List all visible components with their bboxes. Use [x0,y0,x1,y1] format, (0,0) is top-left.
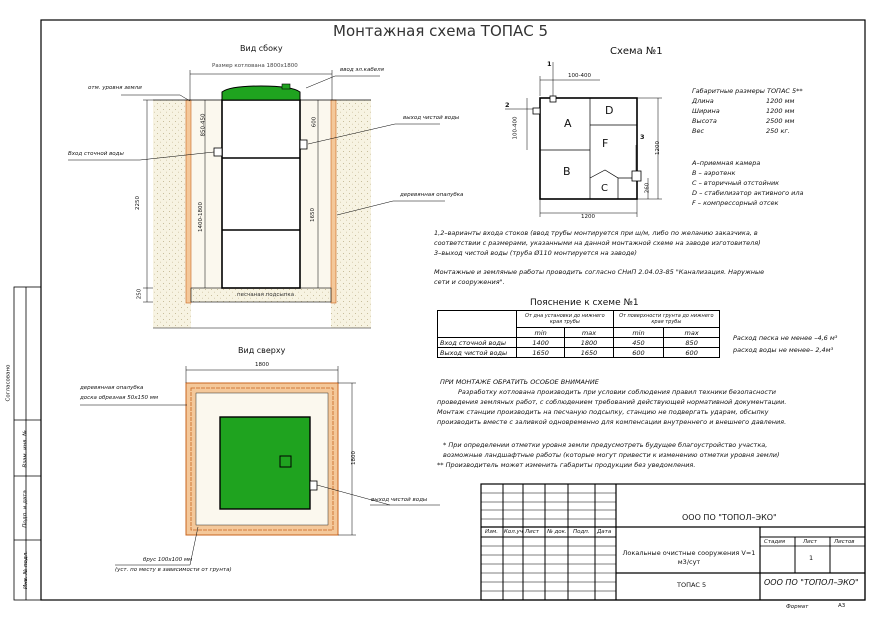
legend-item: С – вторичный отстойник [692,179,780,187]
row-label: Вход сточной воды [438,338,517,348]
formwork-left [186,100,191,303]
top-outlet-pipe [310,481,317,490]
scheme-dim-height: 1200 [655,141,661,155]
explain-col1-header: От дна установки до нижнего края трубы [517,311,614,328]
tank-top [220,417,310,509]
side-view-heading: Вид сбоку [240,44,283,53]
row-label: Выход чистой воды [438,348,517,358]
dim-row-height-value: 2500 мм [766,117,795,125]
cell: 1400 [517,338,565,348]
page-title: Монтажная схема ТОПАС 5 [333,22,549,40]
dim-250: 250 [136,288,143,300]
stamp-sheet: Лист [803,539,817,545]
top-board-label: доска обрезная 50х150 мм [80,395,159,401]
dim-row-length-value: 1200 мм [766,97,795,105]
stamp-header-list: Лист [525,529,539,535]
water-consumption: расход воды не менее– 2,4м³ [733,346,834,354]
cell: 450 [613,338,664,348]
stamp-header-doc: № док. [547,529,567,535]
explain-table-title: Пояснение к схеме №1 [530,298,639,308]
pit-size-label: Размер котлована 1800x1800 [212,63,298,69]
scheme-dim-left: 100-400 [512,116,519,140]
stamp-header-koluch: Кол.уч [504,529,524,535]
table-row [438,338,720,348]
attention-title: ПРИ МОНТАЖЕ ОБРАТИТЬ ОСОБОЕ ВНИМАНИЕ [440,378,599,386]
scheme-heading: Схема №1 [610,46,663,57]
side-stamp-replace: Взам. инв. № [22,430,29,468]
side-stamp-inv: Инв. № подл. [22,551,29,589]
stamp-company2: ООО ПО "ТОПОЛ–ЭКО" [764,578,859,587]
min-header: min [517,328,565,338]
stamp-header-podp: Подп. [573,529,590,535]
max-header: max [664,328,720,338]
section-f: F [602,137,609,150]
section-d: D [605,104,614,117]
attention-line: производить вместе с заливкой одновременно для компенсации внутреннего и внешнего давления. [437,418,787,426]
attention-line: Разработку котлована производить при условии соблюдения правил техники безопасности [458,388,776,396]
min-header: min [613,328,664,338]
stamp-sheets: Листов [834,539,855,545]
dim-row-width-value: 1200 мм [766,107,795,115]
dim-row-height-label: Высота [692,117,717,125]
side-stamp-sign: Подп. и дата [22,490,29,528]
formwork-right [331,100,336,303]
sand-consumption: Расход песка не менее –4,6 м³ [733,334,838,342]
footnote-line: возможные ландшафтные работы (которые могут привести к изменению отметки уровня земли) [443,451,780,459]
explain-table [437,310,720,358]
scheme-dim-top: 100-400 [568,73,591,79]
waste-inlet-label: Вход сточной воды [68,151,124,157]
legend-item: А–приемная камера [692,159,761,167]
dimensions-title: Габаритные размеры ТОПАС 5** [692,87,803,95]
formwork-label: деревянная опалубка [400,192,464,198]
stamp-product: ТОПАС 5 [677,581,707,589]
attention-line: проведения земляных работ, с соблюдением требований действующей нормативной документации. [437,398,787,406]
top-width-label: 1800 [255,362,269,368]
footnote-line: * При определении отметки уровня земли предусмотреть будущее благоустройство участка, [443,441,768,449]
cell: 600 [613,348,664,358]
dim-600: 600 [311,116,318,128]
dim-1400-1800: 1400-1800 [197,202,204,232]
ground-level-label: отм. уровня земли [88,85,142,91]
snip-line: Монтажные и земляные работы проводить согласно СНиП 2.04.03-85 "Канализация. Наружные [434,268,765,276]
note-line: соответствии с размерами, указанными на данной монтажной схеме на заводе изготовителя) [434,239,761,247]
stamp-sheet-no: 1 [809,554,814,562]
max-header: max [565,328,613,338]
scheme-num-3: 3 [640,133,645,141]
dim-850-450: 850-450 [200,113,207,137]
snip-line: сети и сооружения". [434,278,505,286]
dim-row-width-label: Ширина [692,107,720,115]
cell: 1650 [517,348,565,358]
format-label: Формат [786,604,809,610]
stamp-header-izm: Изм. [485,529,498,535]
scheme-1 [505,62,662,217]
inlet-pipe [214,148,222,156]
dim-row-weight-value: 250 кг. [766,127,790,135]
note-line: 3–выход чистой воды (труба Ø110 монтируется на заводе) [434,249,637,257]
stamp-description: Локальные очистные сооружения V=1 м3/сут [622,549,756,566]
cell: 600 [664,348,720,358]
scheme-dim-260: 260 [644,182,651,194]
dim-row-weight-label: Вес [692,127,705,135]
outlet-pipe [300,140,307,149]
explain-col2-header: От поверхности грунта до нижнего края трубы [613,311,719,328]
side-stamp-agreed: Согласовано [5,364,12,402]
legend-item: В – аэротенк [692,169,736,177]
legend-item: D – стабилизатор активного ила [692,189,804,197]
scheme-num-1: 1 [547,60,552,68]
format-value: А3 [838,603,846,609]
soil-left [153,100,191,328]
dim-2250: 2250 [135,196,141,210]
stamp-header-date: Дата [597,529,612,535]
cell: 850 [664,338,720,348]
cell: 1800 [565,338,613,348]
section-b: B [563,165,571,178]
stamp-stage: Стадия [764,539,786,545]
footnote-line: ** Производитель может изменить габариты продукции без уведомления. [437,461,696,469]
table-row [438,348,720,358]
scheme-box [540,98,637,199]
scheme-dim-width: 1200 [581,214,595,220]
attention-line: Монтаж станции производить на песчаную подсыпку, станцию не подвергать ударам, обсыпку [437,408,769,416]
section-c: C [601,183,608,194]
section-a: A [564,117,572,130]
top-formwork-label: деревянная опалубка [80,385,144,391]
cable-entry-label: ввод эл.кабеля [340,67,384,73]
top-view-heading: Вид сверху [238,346,286,355]
dim-row-length-label: Длина [692,97,714,105]
note-line: 1,2–варианты входа стоков (ввод трубы монтируется при ш/м, либо по желанию заказчика, в [434,229,758,237]
top-clean-outlet-label: выход чистой воды [371,497,428,503]
scheme-num-2: 2 [505,101,510,109]
beam-note: (уст. по месту в зависимости от грунта) [115,567,232,573]
top-height-label: 1800 [351,451,357,465]
beam-label: брус 100х100 мм [143,557,193,563]
clean-outlet-label: выход чистой воды [403,115,460,121]
side-view [68,70,445,328]
legend-item: F – компрессорный отсек [692,199,779,207]
sand-bed-label: песчаная подсыпка [237,292,295,298]
tank-body [222,100,300,288]
cell: 1650 [565,348,613,358]
stamp-company: ООО ПО "ТОПОЛ–ЭКО" [682,513,777,522]
dim-1650: 1650 [310,208,316,222]
